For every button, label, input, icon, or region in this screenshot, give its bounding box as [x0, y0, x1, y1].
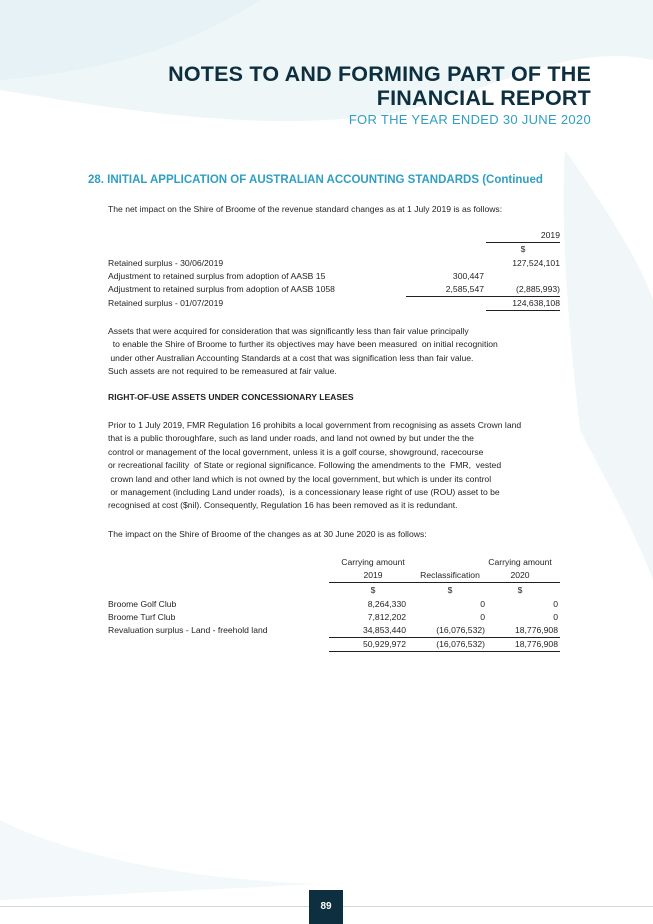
- page-footer: [0, 890, 653, 924]
- table2-col3-head: Carrying amount: [488, 557, 552, 567]
- table2-header-line1: [108, 556, 560, 568]
- section-heading: 28. INITIAL APPLICATION OF AUSTRALIAN ACCOUNTING STANDARDS (Continued: [88, 174, 543, 186]
- table2-col2-head: Reclassification: [420, 570, 480, 580]
- table-row: [108, 283, 560, 295]
- paragraph-line: under other Australian Accounting Standards at a cost that was signification less than fair value.: [108, 352, 474, 363]
- table1-col-year: 2019: [540, 230, 560, 240]
- page-title-line2: FINANCIAL REPORT: [376, 86, 591, 110]
- paragraph-line: or recreational facility of State or regional significance. Following the amendments to the FMR, vested: [108, 460, 502, 471]
- table2-col1-year: 2019: [363, 570, 383, 580]
- row-label: Broome Turf Club: [108, 612, 176, 622]
- page-title-line1: NOTES TO AND FORMING PART OF THE: [168, 62, 591, 86]
- paragraph-line: Assets that were acquired for consideration that was significantly less than fair value principally: [108, 326, 469, 336]
- intro-impact: The impact on the Shire of Broome of the changes as at 30 June 2020 is as follows:: [108, 529, 427, 539]
- row-value-2020: 18,776,908: [514, 625, 558, 635]
- table-row: [108, 257, 560, 269]
- row-value-2019: 8,264,330: [367, 599, 406, 609]
- row-value-2019: 34,853,440: [362, 625, 406, 635]
- subheading-rou: RIGHT-OF-USE ASSETS UNDER CONCESSIONARY LEASES: [108, 392, 354, 402]
- table-row: [108, 598, 560, 610]
- table-row: [108, 297, 560, 309]
- total-value-2019: 50,929,972: [362, 639, 406, 649]
- row-value: 127,524,101: [512, 258, 560, 268]
- paragraph-line: crown land and other land which is not owned by the local government, but which is under its control: [108, 473, 492, 484]
- table-row: [108, 624, 560, 636]
- paragraph-line: Prior to 1 July 2019, FMR Regulation 16 prohibits a local government from recognising as assets Crown land: [108, 420, 522, 430]
- row-value-2019: 7,812,202: [367, 612, 406, 622]
- table1-total-rule: [486, 310, 560, 311]
- row-label: Revaluation surplus - Land - freehold land: [108, 625, 268, 635]
- table2-currency: $: [447, 585, 453, 595]
- table2-currency: $: [370, 585, 376, 595]
- table1-col-currency: $: [520, 244, 526, 254]
- page-number: 89: [309, 890, 343, 924]
- paragraph-line: to enable the Shire of Broome to further its objectives may have been measured on initial recognition: [108, 339, 498, 350]
- row-label: Broome Golf Club: [108, 599, 177, 609]
- row-label: Retained surplus - 30/06/2019: [108, 258, 224, 268]
- table-row: [108, 611, 560, 623]
- row-value-2020: 0: [553, 599, 558, 609]
- row-label: Adjustment to retained surplus from adoption of AASB 1058: [108, 284, 335, 294]
- paragraph-line: that is a public thoroughfare, such as land under roads, and land not owned by but under the the: [108, 433, 474, 444]
- table1-header-year: [108, 229, 560, 241]
- paragraph-line: recognised at cost ($nil). Consequently, Regulation 16 has been removed as it is redundant.: [108, 500, 458, 511]
- row-value-reclass: 0: [480, 599, 485, 609]
- row-label: Retained surplus - 01/07/2019: [108, 298, 224, 308]
- table2-currency-row: [108, 584, 560, 596]
- paragraph-line: control or management of the local government, unless it is a golf course, showground, racecourse: [108, 446, 484, 457]
- table2-header-line2: [108, 569, 560, 581]
- total-value-reclass: (16,076,532): [436, 639, 485, 649]
- table1-header-currency: [108, 243, 560, 255]
- row-value-2020: 0: [553, 612, 558, 622]
- row-value-reclass: 0: [480, 612, 485, 622]
- table2-total-row: [108, 638, 560, 650]
- table2-col3-year: 2020: [510, 570, 530, 580]
- total-value-2020: 18,776,908: [514, 639, 558, 649]
- table2-col1-head: Carrying amount: [341, 557, 405, 567]
- row-mid-value: 2,585,547: [445, 284, 484, 294]
- row-mid-value: 300,447: [452, 271, 484, 281]
- paragraph-fair-value: [108, 325, 498, 379]
- row-value: 124,638,108: [512, 298, 560, 308]
- paragraph-regulation: [108, 419, 521, 513]
- page-subtitle: FOR THE YEAR ENDED 30 JUNE 2020: [348, 112, 591, 127]
- row-label: Adjustment to retained surplus from adoption of AASB 15: [108, 271, 326, 281]
- intro-text: The net impact on the Shire of Broome of the revenue standard changes as at 1 July 2019 is as follows:: [108, 204, 503, 214]
- table-row: [108, 270, 560, 282]
- paragraph-line: Such assets are not required to be remeasured at fair value.: [108, 366, 337, 377]
- table2-header-rule: [329, 582, 560, 583]
- row-value: (2,885,993): [516, 284, 560, 294]
- paragraph-line: or management (including Land under roads), is a concessionary lease right of use (ROU) asset to be: [108, 487, 500, 498]
- table2-currency: $: [517, 585, 523, 595]
- table2-total-rule: [329, 651, 560, 652]
- row-value-reclass: (16,076,532): [436, 625, 485, 635]
